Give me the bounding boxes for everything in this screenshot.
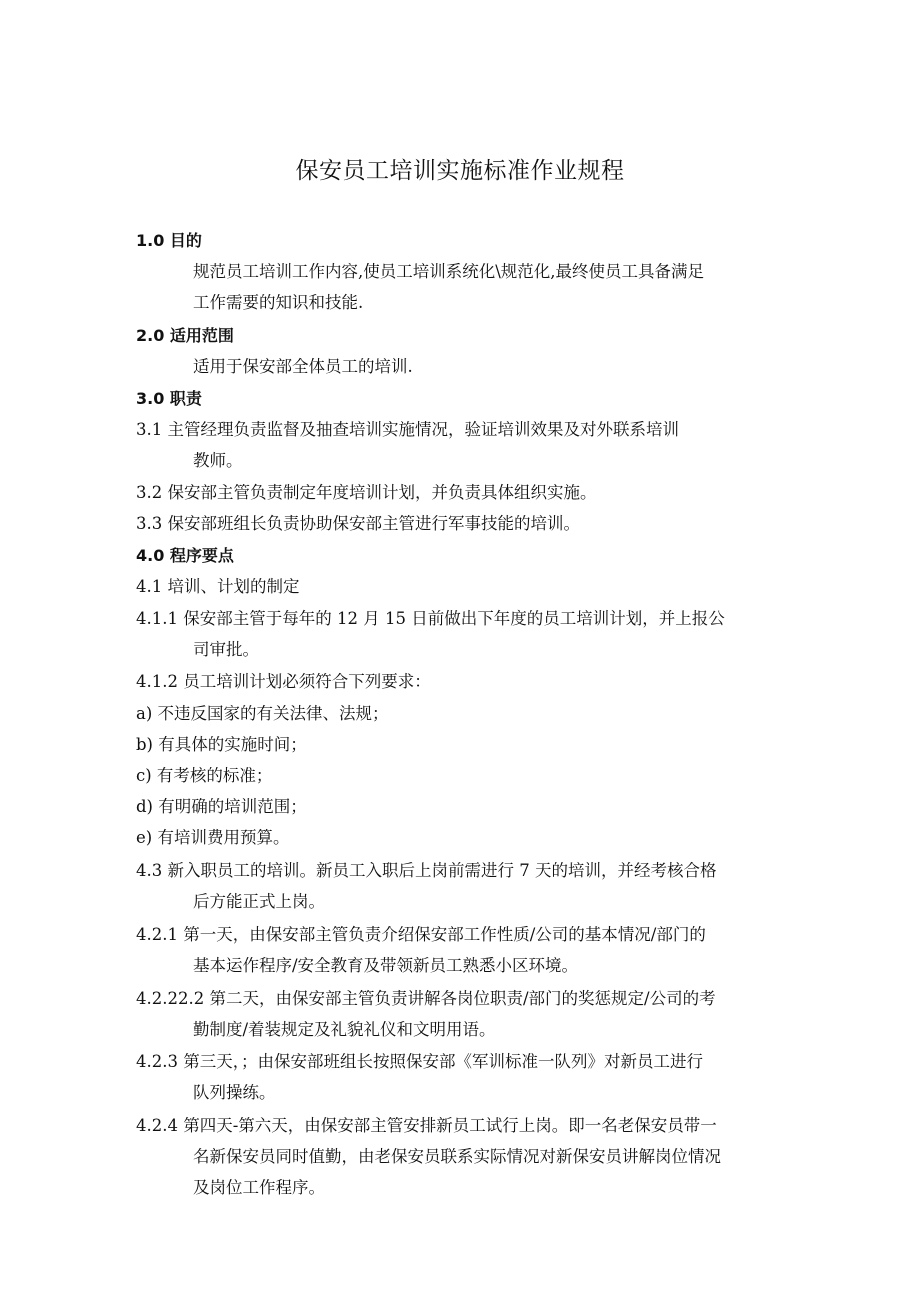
list-item: 3.3 保安部班组长负责协助保安部主管进行军事技能的培训。 — [136, 514, 580, 533]
list-item-continuation: 名新保安员同时值勤，由老保安员联系实际情况对新保安员讲解岗位情况 — [193, 1147, 721, 1166]
requirement-item: b) 有具体的实施时间； — [136, 735, 307, 754]
section-heading-scope: 2.0 适用范围 — [136, 326, 234, 345]
section-heading-purpose: 1.0 目的 — [136, 231, 202, 250]
requirement-item: d) 有明确的培训范围； — [136, 797, 307, 816]
requirement-item: e) 有培训费用预算。 — [136, 828, 290, 847]
section-heading-procedures: 4.0 程序要点 — [136, 546, 234, 565]
list-item: 4.2.22.2 第二天，由保安部主管负责讲解各岗位职责/部门的奖惩规定/公司的考 — [136, 989, 716, 1008]
section-heading-responsibilities: 3.0 职责 — [136, 389, 202, 408]
list-item-continuation: 勤制度/着装规定及礼貌礼仪和文明用语。 — [193, 1020, 496, 1039]
requirement-item: a) 不违反国家的有关法律、法规； — [136, 704, 389, 723]
requirement-item: c) 有考核的标准； — [136, 766, 273, 785]
document-title: 保安员工培训实施标准作业规程 — [295, 158, 625, 184]
list-item: 4.2.1 第一天，由保安部主管负责介绍保安部工作性质/公司的基本情况/部门的 — [136, 925, 706, 944]
list-item-continuation: 后方能正式上岗。 — [193, 892, 325, 911]
list-item-continuation: 及岗位工作程序。 — [193, 1178, 325, 1197]
list-item: 4.1.2 员工培训计划必须符合下列要求： — [136, 672, 431, 691]
paragraph-line: 适用于保安部全体员工的培训. — [193, 357, 413, 376]
list-item-continuation: 队列操练。 — [193, 1083, 276, 1102]
list-item-continuation: 教师。 — [193, 451, 243, 470]
list-item: 3.2 保安部主管负责制定年度培训计划，并负责具体组织实施。 — [136, 483, 597, 502]
list-item: 4.1 培训、计划的制定 — [136, 577, 300, 596]
list-item: 4.2.4 第四天-第六天，由保安部主管安排新员工试行上岗。即一名老保安员带一 — [136, 1116, 717, 1135]
list-item: 4.3 新入职员工的培训。新员工入职后上岗前需进行 7 天的培训，并经考核合格 — [136, 861, 717, 880]
paragraph-line: 规范员工培训工作内容,使员工培训系统化\规范化,最终使员工具备满足 — [193, 262, 705, 281]
list-item-continuation: 司审批。 — [193, 640, 259, 659]
paragraph-line: 工作需要的知识和技能. — [193, 293, 364, 312]
list-item: 3.1 主管经理负责监督及抽查培训实施情况，验证培训效果及对外联系培训 — [136, 420, 679, 439]
list-item-continuation: 基本运作程序/安全教育及带领新员工熟悉小区环境。 — [193, 956, 579, 975]
list-item: 4.2.3 第三天，；由保安部班组长按照保安部《军训标准一队列》对新员工进行 — [136, 1052, 703, 1071]
list-item: 4.1.1 保安部主管于每年的 12 月 15 日前做出下年度的员工培训计划，并上报公 — [136, 609, 725, 628]
